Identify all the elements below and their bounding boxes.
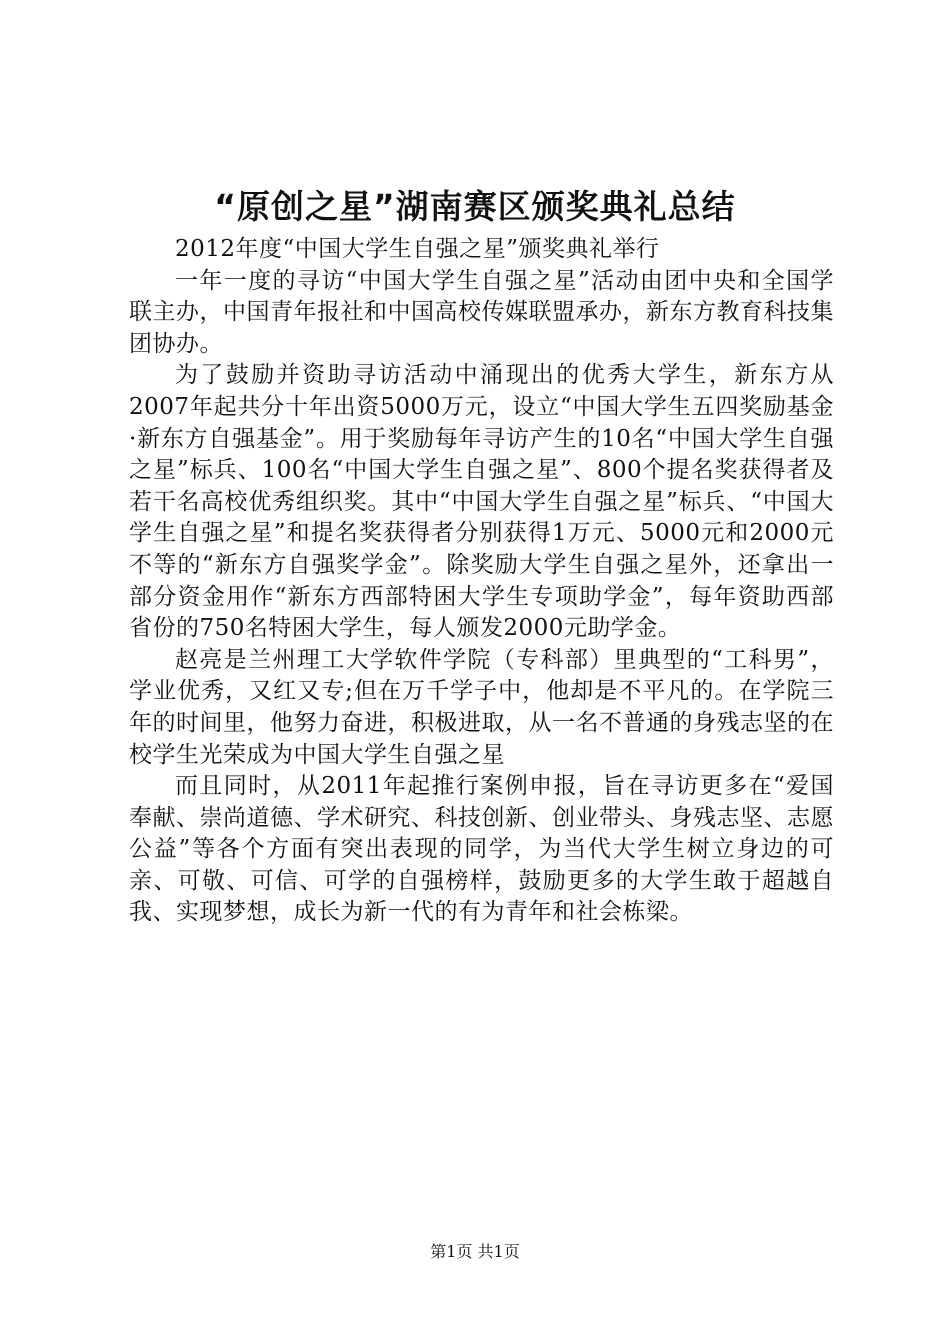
paragraph-3: 为了鼓励并资助寻访活动中涌现出的优秀大学生，新东方从2007年起共分十年出资5000万元，设立“中国大学生五四奖励基金·新东方自强基金”。用于奖励每年寻访产生的10名“中国大学生自强之星”标兵、100名“中国大学生自强之星”、800个提名奖获得者及若干名高校优秀组织奖。其中“中国大学生自强之星”标兵、“中国大学生自强之星”和提名奖获得者分别获得1万元、5000元和2000元不等的“新东方自强奖学金”。除奖励大学生自强之星外，还拿出一部分资金用作“新东方西部特困大学生专项助学金”，每年资助西部省份的750名特困大学生，每人颁发2000元助学金。 [129,362,834,642]
document-body [129,234,834,929]
paragraph-5: 而且同时，从2011年起推行案例申报，旨在寻访更多在“爱国奉献、崇尚道德、学术研究、科技创新、创业带头、身残志坚、志愿公益”等各个方面有突出表现的同学，为当代大学生树立身边的可亲、可敬、可信、可学的自强榜样，鼓励更多的大学生敢于超越自我、实现梦想，成长为新一代的有为青年和社会栋梁。 [129,773,834,926]
page-footer: 第1页 共1页 [430,1242,520,1261]
document-title: “原创之星”湖南赛区颁奖典礼总结 [214,187,736,226]
paragraph-2: 一年一度的寻访“中国大学生自强之星”活动由团中央和全国学联主办，中国青年报社和中国高校传媒联盟承办，新东方教育科技集团协办。 [129,267,834,357]
paragraph-4: 赵亮是兰州理工大学软件学院（专科部）里典型的“工科男”，学业优秀，又红又专;但在万千学子中，他却是不平凡的。在学院三年的时间里，他努力奋进，积极进取，从一名不普通的身残志坚的在校学生光荣成为中国大学生自强之星 [129,646,834,768]
paragraph-1: 2012年度“中国大学生自强之星”颁奖典礼举行 [175,236,660,262]
